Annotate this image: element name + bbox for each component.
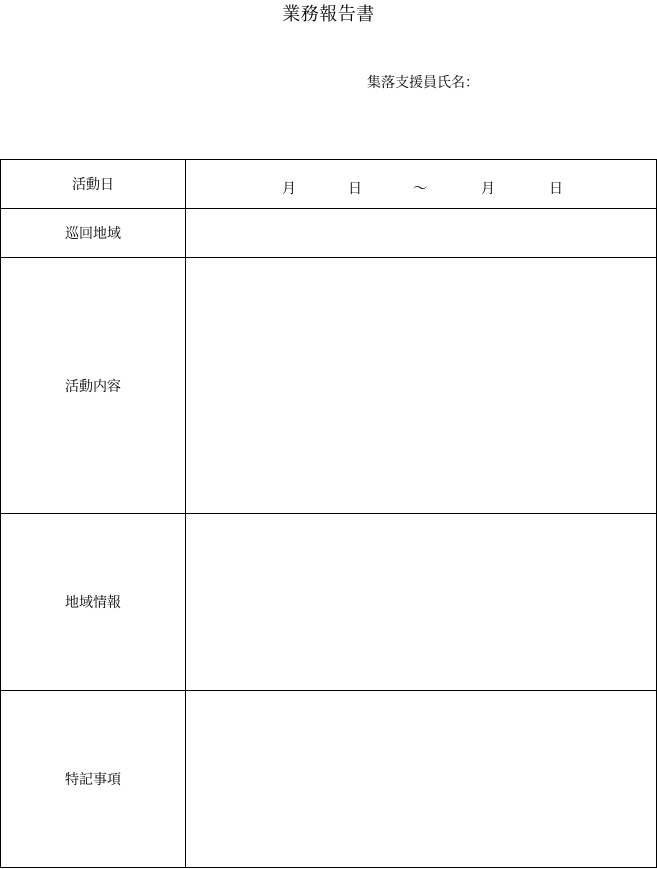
label-text: 特記事項 <box>65 772 121 788</box>
label-patrol-area <box>1 209 186 258</box>
range-separator: ～ <box>413 181 427 197</box>
label-special-notes <box>1 691 186 868</box>
table-row-activity-content <box>1 258 657 514</box>
special-notes-cell[interactable] <box>186 691 657 868</box>
document-title: 業務報告書 <box>282 4 375 25</box>
table-row-activity-date <box>1 160 657 209</box>
label-text: 活動日 <box>72 177 114 193</box>
activity-content-cell[interactable] <box>186 258 657 514</box>
label-activity-date <box>1 160 186 209</box>
label-activity-content <box>1 258 186 514</box>
area-info-cell[interactable] <box>186 514 657 691</box>
label-text: 活動内容 <box>65 378 121 395</box>
day-end-label: 日 <box>549 181 563 197</box>
date-range <box>186 160 656 208</box>
label-text: 地域情報 <box>65 595 121 611</box>
month-end-label: 月 <box>481 181 495 197</box>
table-row-area-info <box>1 514 657 691</box>
label-area-info <box>1 514 186 691</box>
table-row-patrol-area <box>1 209 657 258</box>
date-range-cell[interactable] <box>186 160 657 209</box>
report-table <box>0 159 657 868</box>
month-start-label: 月 <box>282 181 296 197</box>
table-row-special-notes <box>1 691 657 868</box>
patrol-area-cell[interactable] <box>186 209 657 258</box>
label-text: 巡回地域 <box>65 226 121 242</box>
name-label: 集落支援員氏名： <box>367 75 479 91</box>
day-start-label: 日 <box>348 181 362 197</box>
